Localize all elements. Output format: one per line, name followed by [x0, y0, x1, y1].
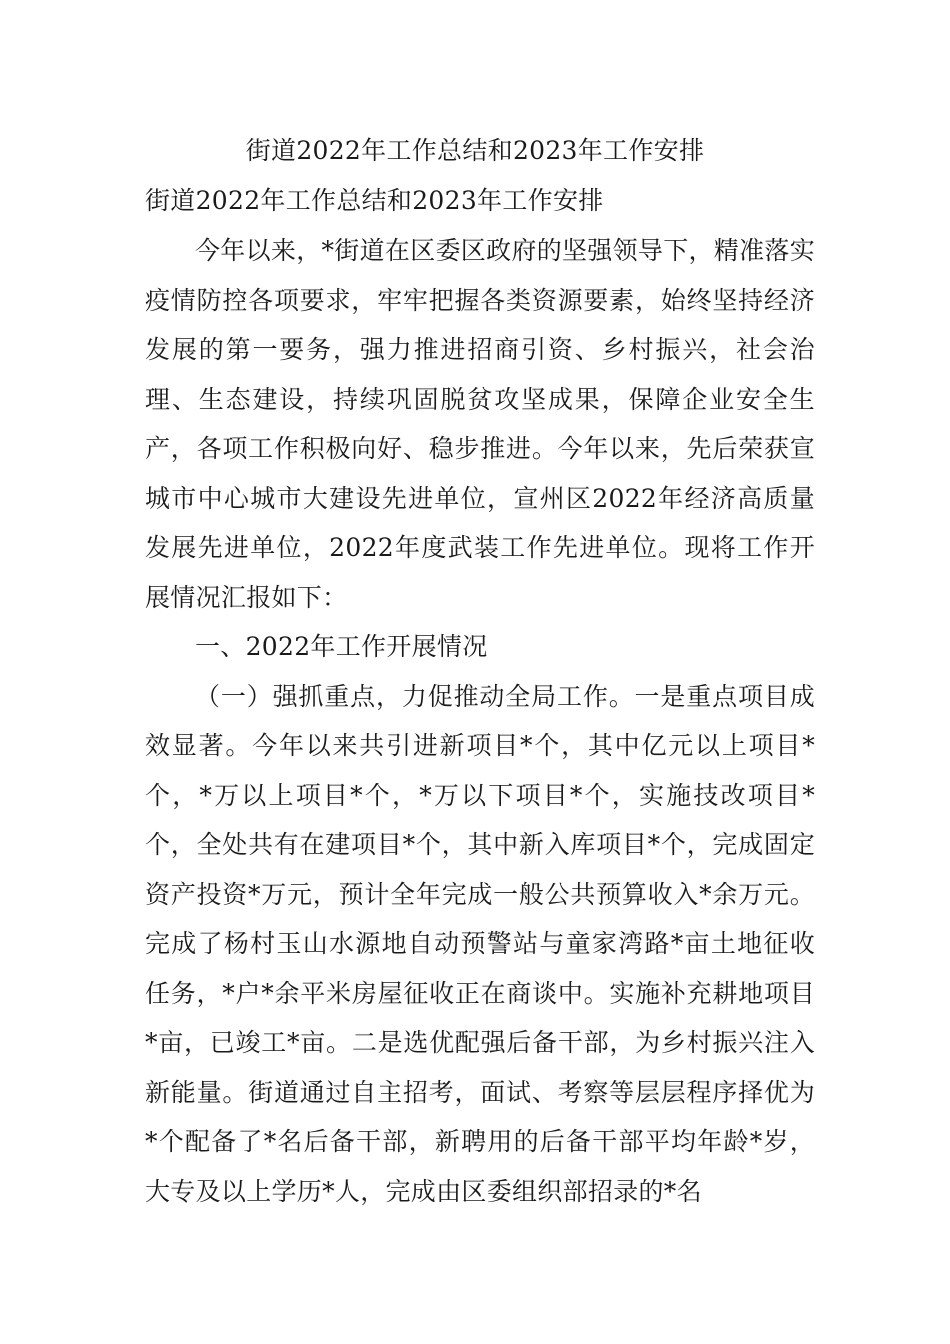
- document-title: 街道2022年工作总结和2023年工作安排: [245, 136, 705, 165]
- document-subtitle: 街道2022年工作总结和2023年工作安排: [145, 186, 604, 215]
- paragraph-intro: 今年以来，*街道在区委区政府的坚强领导下，精准落实疫情防控各项要求，牢牢把握各类资源要素，始终坚持经济发展的第一要务，强力推进招商引资、乡村振兴，社会治理、生态建设，持续巩固脱贫攻坚成果，保障企业安全生产，各项工作积极向好、稳步推进。今年以来，先后荣获宣城市中心城市大建设先进单位，宣州区2022年经济高质量发展先进单位，2022年度武装工作先进单位。现将工作开展情况汇报如下：: [145, 236, 816, 612]
- document-body: [145, 226, 815, 1216]
- paragraph-section-1: （一）强抓重点，力促推动全局工作。一是重点项目成效显著。今年以来共引进新项目*个，其中亿元以上项目*个，*万以上项目*个，*万以下项目*个，实施技改项目*个，全处共有在建项目*个，其中新入库项目*个，完成固定资产投资*万元，预计全年完成一般公共预算收入*余万元。完成了杨村玉山水源地自动预警站与童家湾路*亩土地征收任务，*户*余平米房屋征收正在商谈中。实施补充耕地项目*亩，已竣工*亩。二是选优配强后备干部，为乡村振兴注入新能量。街道通过自主招考，面试、考察等层层程序择优为*个配备了*名后备干部，新聘用的后备干部平均年龄*岁，大专及以上学历*人，完成由区委组织部招录的*名: [145, 681, 815, 1206]
- section-heading: 一、2022年工作开展情况: [195, 632, 488, 661]
